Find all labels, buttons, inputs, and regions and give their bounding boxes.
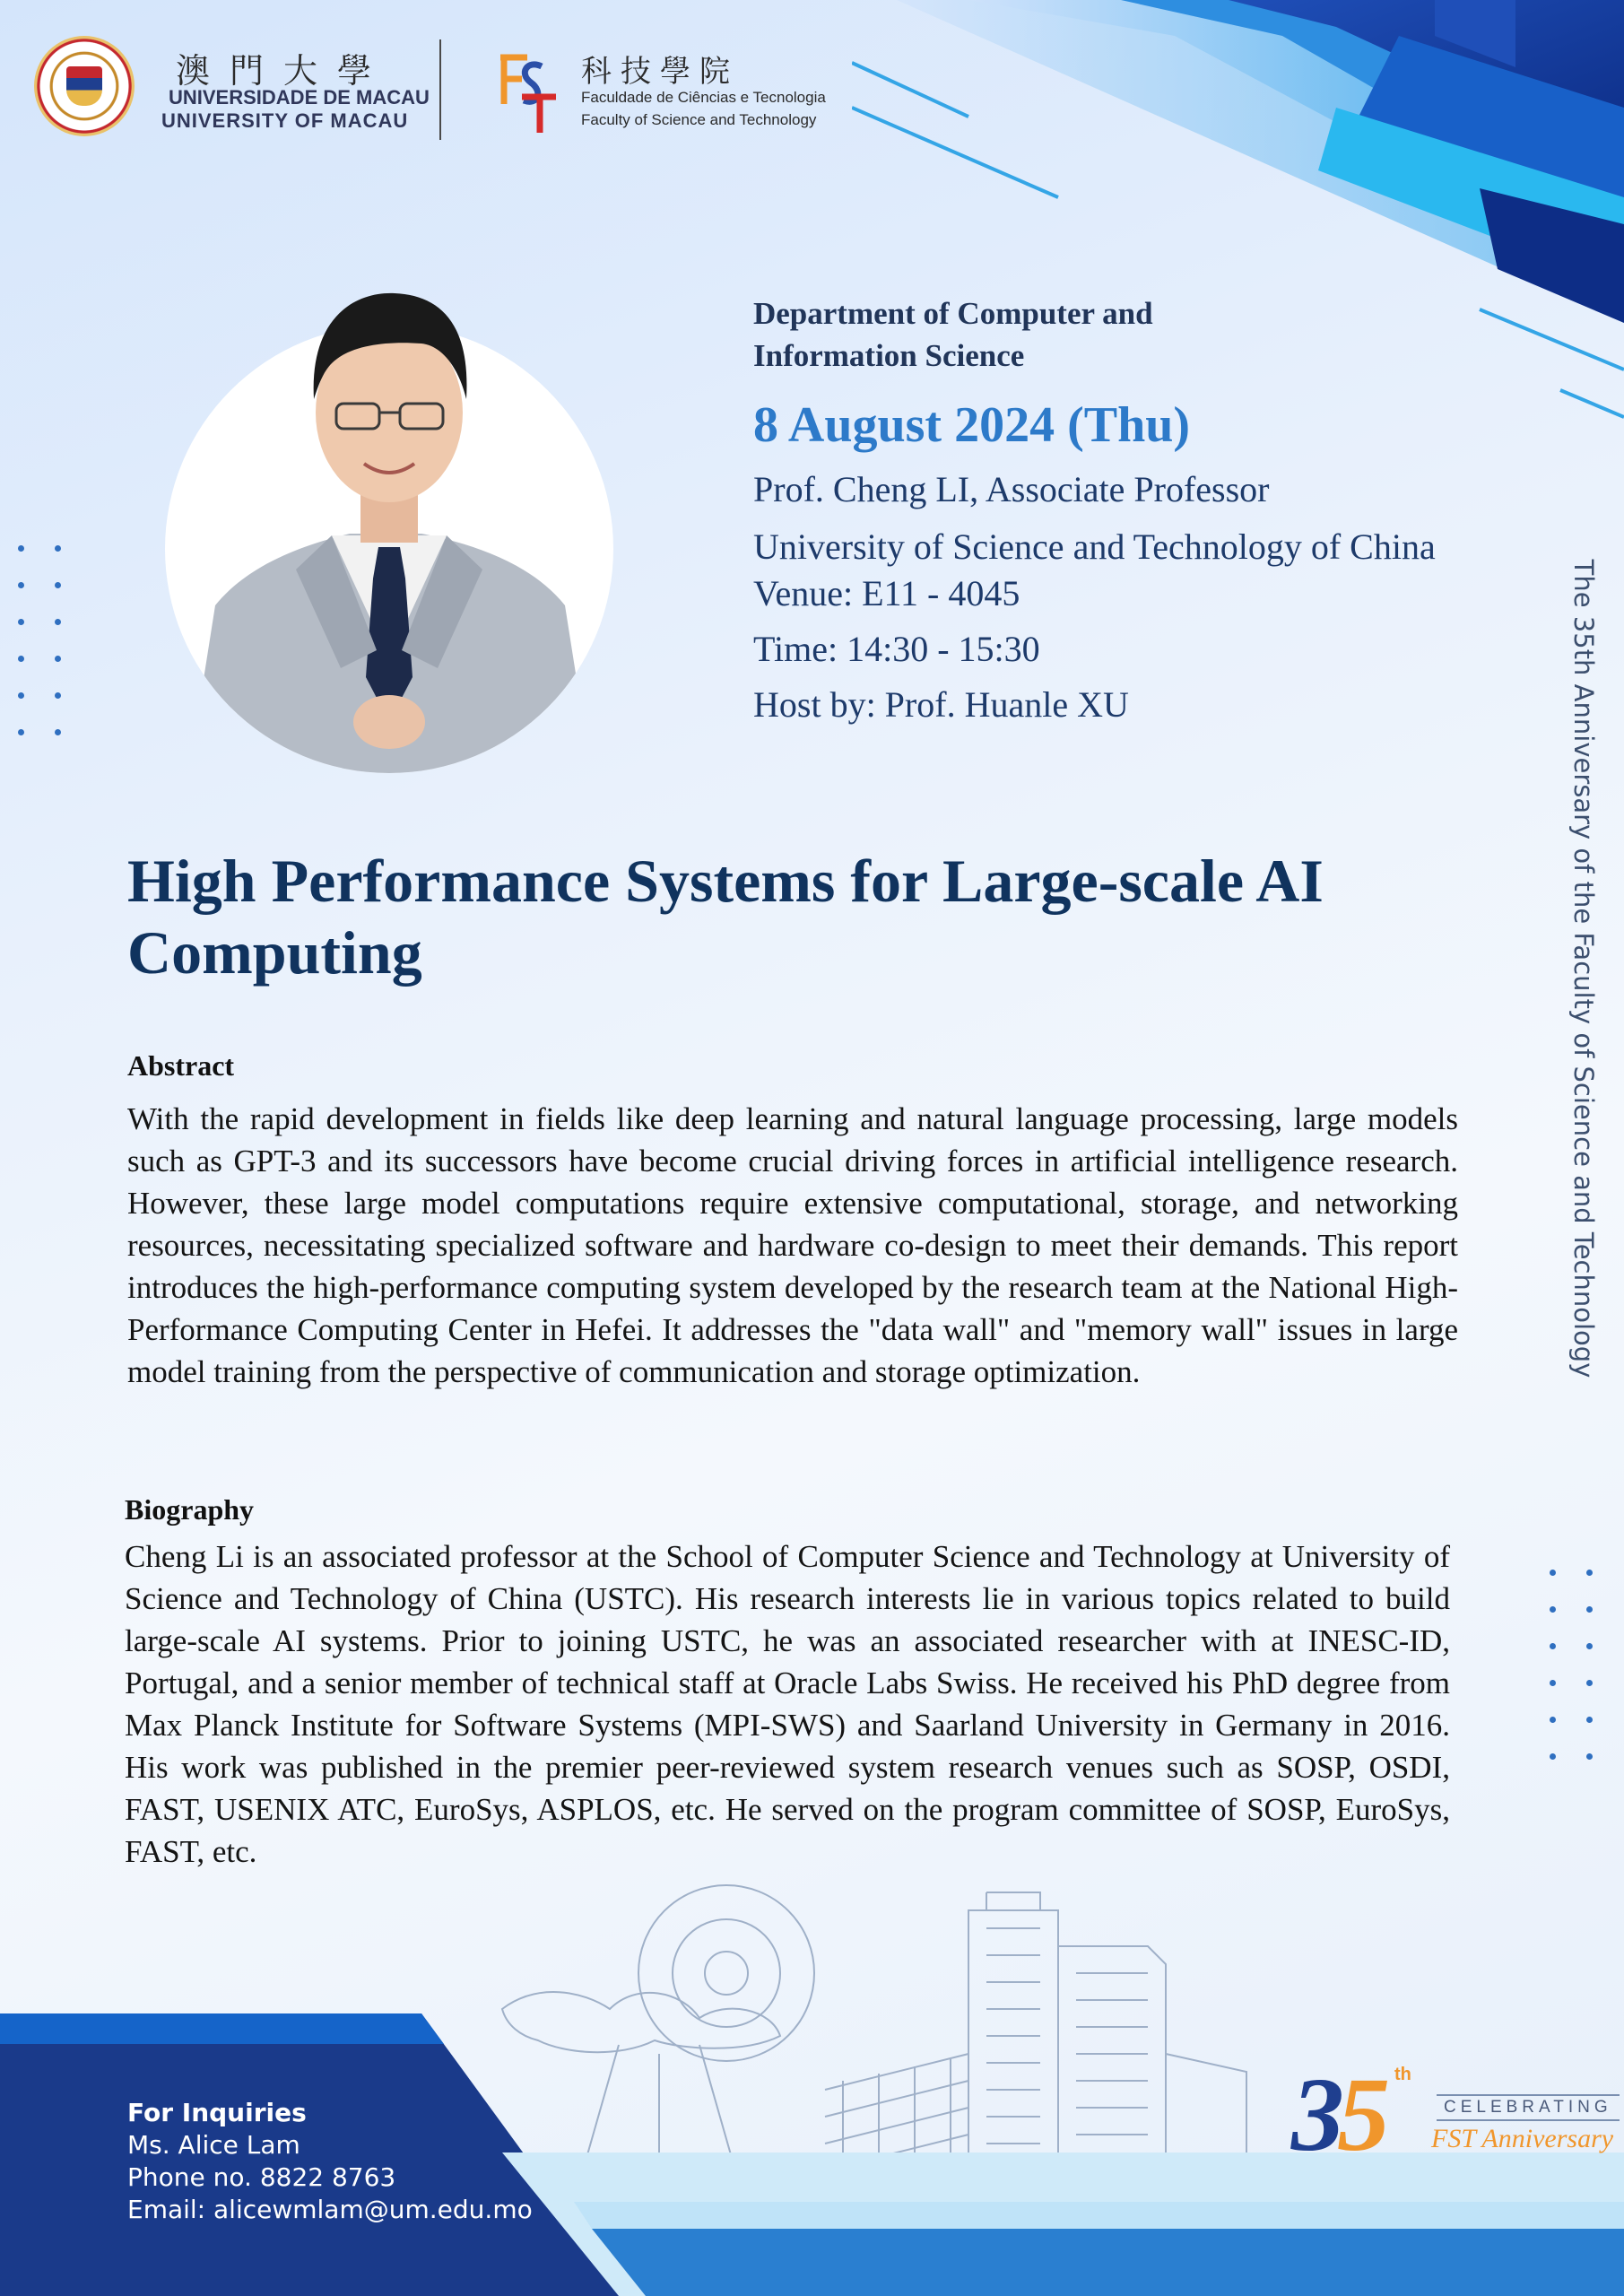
speaker-affiliation: University of Science and Technology of China [753, 526, 1436, 567]
contact-name: Ms. Alice Lam [127, 2130, 300, 2160]
anniversary-digit-5: 5 [1337, 2056, 1383, 2173]
anniversary-side-text [1566, 552, 1602, 1386]
um-portuguese-name: UNIVERSIDADE DE MACAU [169, 86, 430, 109]
anniversary-fst-text: FST Anniversary [1431, 2124, 1614, 2153]
biography-heading: Biography [125, 1493, 255, 1526]
event-venue: Venue: E11 - 4045 [753, 573, 1020, 613]
um-english-name: UNIVERSITY OF MACAU [161, 109, 409, 132]
fst-logo [491, 50, 560, 136]
anniversary-digit-3: 3 [1291, 2056, 1337, 2173]
fst-chinese-name: 科技學院 [581, 54, 739, 90]
biography-text: Cheng Li is an associated professor at the School of Computer Science and Technology at University of Science and Technology of China (USTC). His research interests lie in various topics related to build large-scale AI systems. Prior to joining USTC, he was an associated researcher with at INESC-ID, Portugal, and a senior member of technical staff at Oracle Labs Swiss. He received his PhD degree from Max Planck Institute for Software Systems (MPI-SWS) and Saarland University in Germany in 2016. His work was published in the premier peer-reviewed system research venues such as SOSP, OSDI, FAST, USENIX ATC, EuroSys, ASPLOS, etc. He served on the program committee of SOSP, EuroSys, FAST, etc. [125, 1539, 1450, 1869]
department-name: Department of Computer and Information Science [753, 296, 1153, 373]
anniversary-side-text-label: The 35th Anniversary of the Faculty of Science and Technology [1568, 559, 1599, 1378]
anniversary-th: th [1394, 2065, 1411, 2084]
event-time: Time: 14:30 - 15:30 [753, 629, 1040, 669]
decorative-dots-right [1550, 1570, 1593, 1760]
abstract-text: With the rapid development in fields like deep learning and natural language processing, large models such as GPT-3 and its successors have become crucial driving forces in artificial intelligence research. However, these large model computations require extensive computational, storage, and networking resources, necessitating specialized software and hardware co-design to meet their demands. This report introduces the high-performance computing system developed by the research team at the National High-Performance Computing Center in Hefei. It addresses the "data wall" and "memory wall" issues in large model training from the perspective of communication and storage optimization. [127, 1101, 1458, 1389]
header-divider [439, 39, 441, 140]
fst-portuguese-name: Faculdade de Ciências e Tecnologia [581, 89, 826, 106]
event-host: Host by: Prof. Huanle XU [753, 684, 1129, 725]
event-date: 8 August 2024 (Thu) [753, 397, 1191, 453]
speaker-name: Prof. Cheng LI, Associate Professor [753, 469, 1270, 509]
university-of-macau-seal-logo [34, 36, 135, 136]
fst-english-name: Faculty of Science and Technology [581, 111, 817, 128]
talk-title: High Performance Systems for Large-scale AI Computing [127, 847, 1324, 987]
speaker-photo [152, 256, 619, 776]
abstract-heading: Abstract [127, 1049, 235, 1082]
anniversary-35-logo [1291, 2054, 1383, 2176]
um-chinese-name: 澳門大學 [176, 51, 392, 91]
anniversary-celebrating: CELEBRATING [1437, 2094, 1620, 2121]
contact-phone: Phone no. 8822 8763 [127, 2162, 396, 2192]
decorative-dots-left [18, 545, 61, 735]
inquiries-heading: For Inquiries [127, 2098, 307, 2127]
contact-email: Email: alicewmlam@um.edu.mo [127, 2195, 533, 2224]
